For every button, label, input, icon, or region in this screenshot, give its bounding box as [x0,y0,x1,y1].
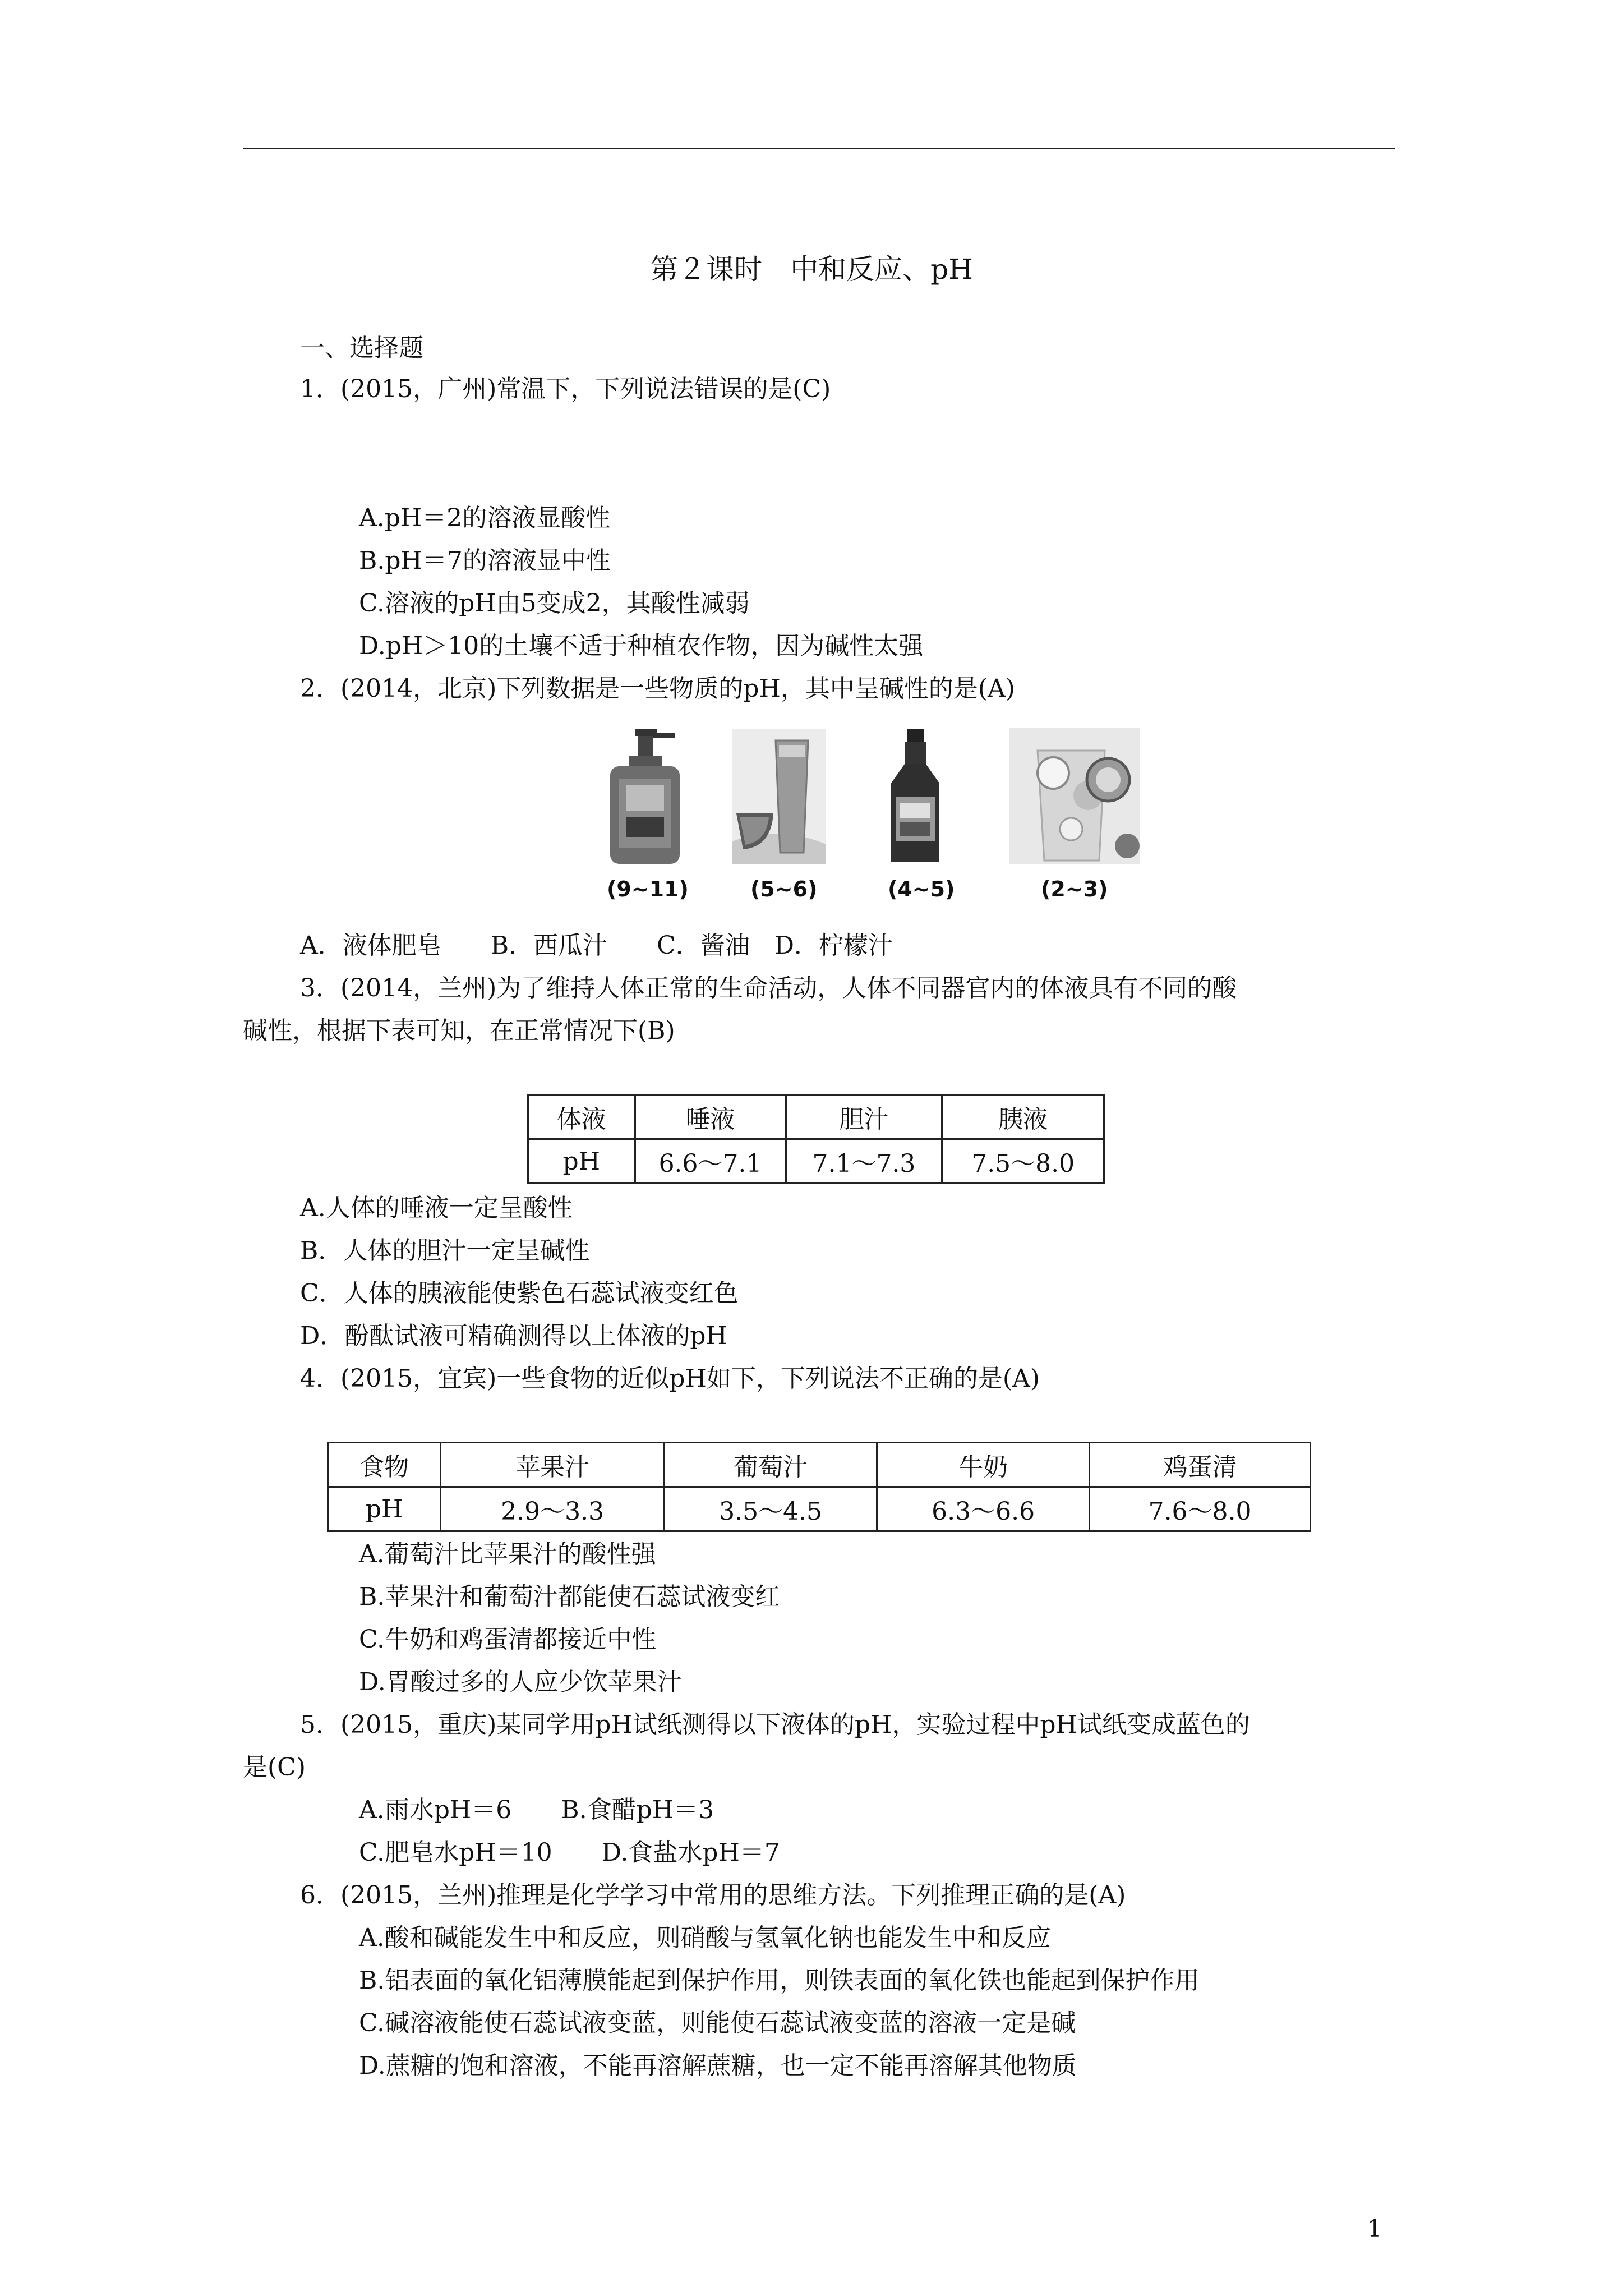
table-row [528,1095,1104,1139]
soy-sauce-bottle-icon [883,729,948,864]
q3-option-b: B．人体的胆汁一定呈碱性 [300,1236,590,1265]
table-cell: pH [528,1139,635,1184]
q4-option-a: A.葡萄汁比苹果汁的酸性强 [359,1540,656,1568]
q3-option-c: C．人体的胰液能使紫色石蕊试液变红色 [300,1279,739,1308]
q3-stem-line1: 3．(2014，兰州)为了维持人体正常的生命活动，人体不同器官内的体液具有不同的酸 [300,974,1237,1002]
q2-stem: 2．(2014，北京)下列数据是一些物质的pH，其中呈碱性的是(A) [300,674,1015,703]
table-cell: 牛奶 [877,1443,1090,1487]
q2-caption-4: (2~3) [1041,877,1108,901]
q4-option-b: B.苹果汁和葡萄汁都能使石蕊试液变红 [359,1582,780,1611]
section-heading: 一、选择题 [300,334,423,362]
soy-sauce-image [883,729,948,864]
q6-option-c: C.碱溶液能使石蕊试液变蓝，则能使石蕊试液变蓝的溶液一定是碱 [359,2009,1076,2037]
q6-option-a: A.酸和碱能发生中和反应，则硝酸与氢氧化钠也能发生中和反应 [359,1924,1051,1952]
table-cell: 体液 [528,1095,635,1139]
table-cell: 食物 [328,1443,441,1487]
table-cell: 6.6～7.1 [635,1139,786,1184]
table-row [328,1487,1311,1531]
q3-stem-line2: 碱性，根据下表可知，在正常情况下(B) [243,1016,675,1045]
q5-stem-line2: 是(C) [243,1753,306,1782]
q2-caption-3: (4~5) [888,877,955,901]
q2-caption-2: (5~6) [750,877,818,901]
q3-option-a: A.人体的唾液一定呈酸性 [300,1194,573,1222]
q5-stem-line1: 5．(2015，重庆)某同学用pH试纸测得以下液体的pH，实验过程中pH试纸变成蓝色的 [300,1710,1250,1739]
q1-stem: 1．(2015，广州)常温下，下列说法错误的是(C) [300,375,831,403]
q4-option-c: C.牛奶和鸡蛋清都接近中性 [359,1625,657,1654]
table-cell: 6.3～6.6 [877,1487,1090,1531]
lemon-juice-glass-icon [1009,728,1140,864]
q5-options-line1: A.雨水pH＝6 B.食醋pH＝3 [359,1796,714,1824]
table-cell: 苹果汁 [441,1443,665,1487]
q6-option-b: B.铝表面的氧化铝薄膜能起到保护作用，则铁表面的氧化铁也能起到保护作用 [359,1966,1200,1995]
q1-option-d: D.pH＞10的土壤不适于种植农作物，因为碱性太强 [359,632,924,660]
header-rule [243,148,1395,149]
lemon-juice-image [1009,728,1140,864]
table-cell: 7.5～8.0 [942,1139,1104,1184]
q2-options: A．液体肥皂 B．西瓜汁 C．酱油 D．柠檬汁 [300,931,893,960]
q3-table [527,1094,1105,1184]
q6-option-d: D.蔗糖的饱和溶液，不能再溶解蔗糖，也一定不能再溶解其他物质 [359,2051,1077,2080]
q1-option-a: A.pH＝2的溶液显酸性 [359,504,611,532]
q4-option-d: D.胃酸过多的人应少饮苹果汁 [359,1668,682,1696]
page-title: 第２课时 中和反应、pH [650,253,973,286]
table-cell: 胆汁 [786,1095,942,1139]
table-row [528,1139,1104,1184]
table-cell: 唾液 [635,1095,786,1139]
q6-stem: 6．(2015，兰州)推理是化学学习中常用的思维方法。下列推理正确的是(A) [300,1881,1126,1910]
page-number: 1 [1367,2215,1382,2242]
table-cell: 7.6～8.0 [1090,1487,1311,1531]
watermelon-juice-image [732,729,826,864]
liquid-soap-image [594,729,695,867]
table-cell: 7.1～7.3 [786,1139,942,1184]
table-cell: 胰液 [942,1095,1104,1139]
table-cell: pH [328,1487,441,1531]
q2-caption-1: (9~11) [607,877,689,901]
table-row [328,1443,1311,1487]
watermelon-juice-glass-icon [732,729,826,864]
table-cell: 葡萄汁 [665,1443,877,1487]
q1-option-b: B.pH＝7的溶液显中性 [359,546,611,575]
q1-option-c: C.溶液的pH由5变成2，其酸性减弱 [359,589,750,618]
q5-options-line2: C.肥皂水pH＝10 D.食盐水pH＝7 [359,1838,780,1867]
table-cell: 2.9～3.3 [441,1487,665,1531]
table-cell: 3.5～4.5 [665,1487,877,1531]
q4-stem: 4．(2015，宜宾)一些食物的近似pH如下，下列说法不正确的是(A) [300,1364,1040,1393]
liquid-soap-bottle-icon [594,729,695,867]
table-cell: 鸡蛋清 [1090,1443,1311,1487]
q4-table [327,1442,1311,1532]
q3-option-d: D．酚酞试液可精确测得以上体液的pH [300,1322,727,1350]
